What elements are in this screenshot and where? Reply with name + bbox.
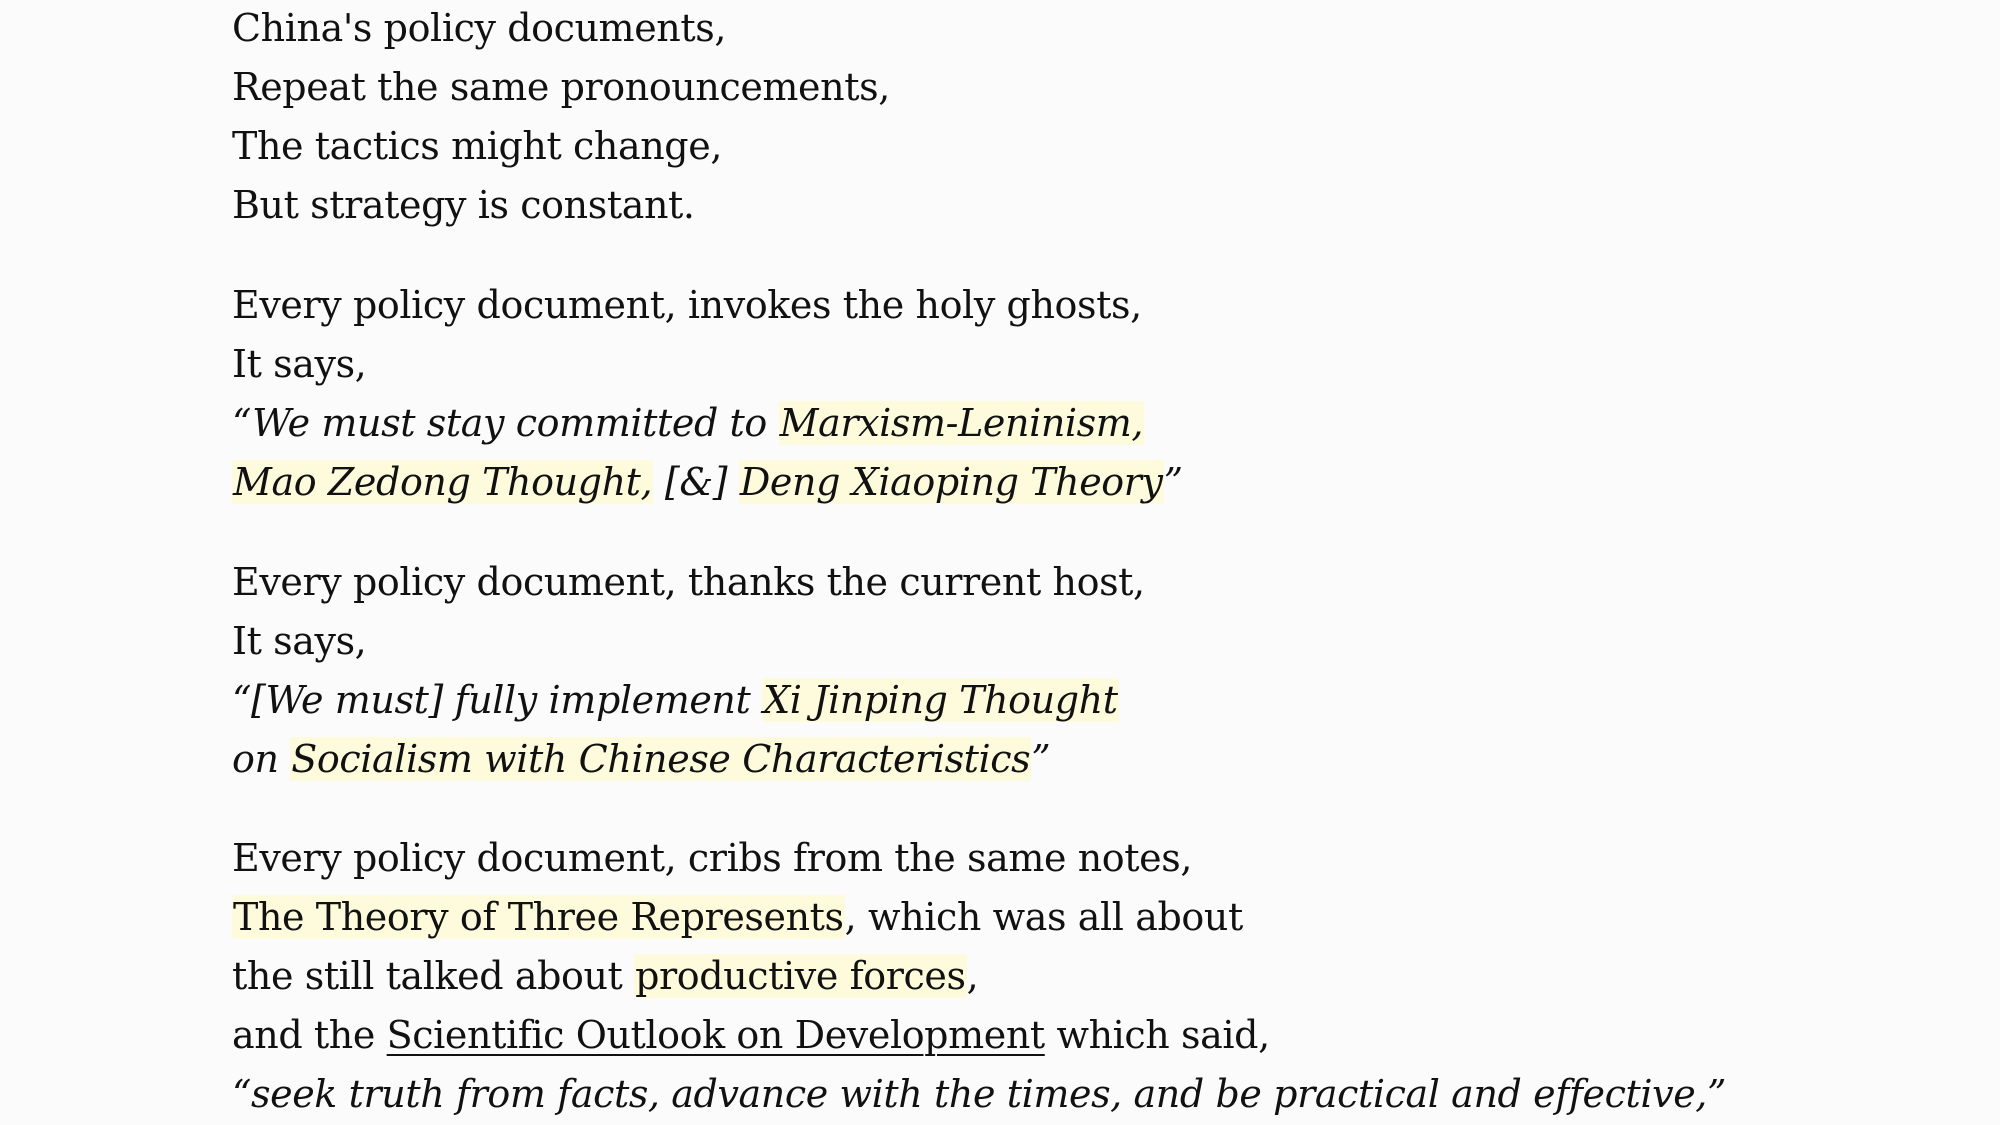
scientific-outlook-link[interactable]: Scientific Outlook on Development [386, 1013, 1045, 1057]
quote-text: “We must stay committed to [232, 401, 779, 445]
stanza-3-line-1: Every policy document, thanks the current host, [232, 560, 1145, 604]
highlight-deng-xiaoping-theory: Deng Xiaoping Theory [739, 460, 1163, 504]
stanza-3 [232, 553, 1145, 789]
highlight-socialism-chinese-characteristics: Socialism with Chinese Characteristics [291, 737, 1031, 781]
closing-quote: ” [1031, 737, 1051, 781]
stanza-1 [232, 0, 890, 235]
stanza-3-quote-line-2 [232, 730, 1145, 789]
highlight-three-represents: The Theory of Three Represents [233, 895, 844, 939]
stanza-4 [232, 829, 1726, 1124]
quote-text: on [232, 737, 291, 781]
stanza-1-line-1: China's policy documents, [232, 6, 727, 50]
stanza-3-line-2: It says, [232, 619, 367, 663]
line-text: the still talked about [232, 954, 635, 998]
stanza-4-quote-line: “seek truth from facts, advance with the times, and be practical and effective,” [232, 1072, 1726, 1116]
stanza-4-line-3 [232, 947, 1726, 1006]
highlight-productive-forces: productive forces [635, 954, 966, 998]
stanza-2 [232, 276, 1183, 512]
stanza-3-quote-line-1 [232, 671, 1145, 730]
line-text: which said, [1044, 1013, 1270, 1057]
stanza-1-line-4: But strategy is constant. [232, 183, 695, 227]
stanza-2-quote-line-1 [232, 394, 1183, 453]
highlight-marxism-leninism: Marxism-Leninism, [779, 401, 1144, 445]
stanza-2-line-1: Every policy document, invokes the holy ghosts, [232, 283, 1142, 327]
quote-text: “[We must] fully implement [232, 678, 763, 722]
closing-quote: ” [1163, 460, 1183, 504]
line-text: and the [232, 1013, 387, 1057]
stanza-4-line-1: Every policy document, cribs from the same notes, [232, 836, 1193, 880]
quote-text: [&] [653, 460, 739, 504]
stanza-4-line-2 [232, 888, 1726, 947]
stanza-2-line-2: It says, [232, 342, 367, 386]
stanza-1-line-2: Repeat the same pronouncements, [232, 65, 890, 109]
stanza-4-line-4 [232, 1006, 1726, 1065]
highlight-xi-jinping-thought: Xi Jinping Thought [763, 678, 1118, 722]
stanza-1-line-3: The tactics might change, [232, 124, 722, 168]
highlight-mao-zedong-thought: Mao Zedong Thought, [233, 460, 653, 504]
stanza-2-quote-line-2 [232, 453, 1183, 512]
line-text: , which was all about [844, 895, 1243, 939]
line-text: , [966, 954, 979, 998]
